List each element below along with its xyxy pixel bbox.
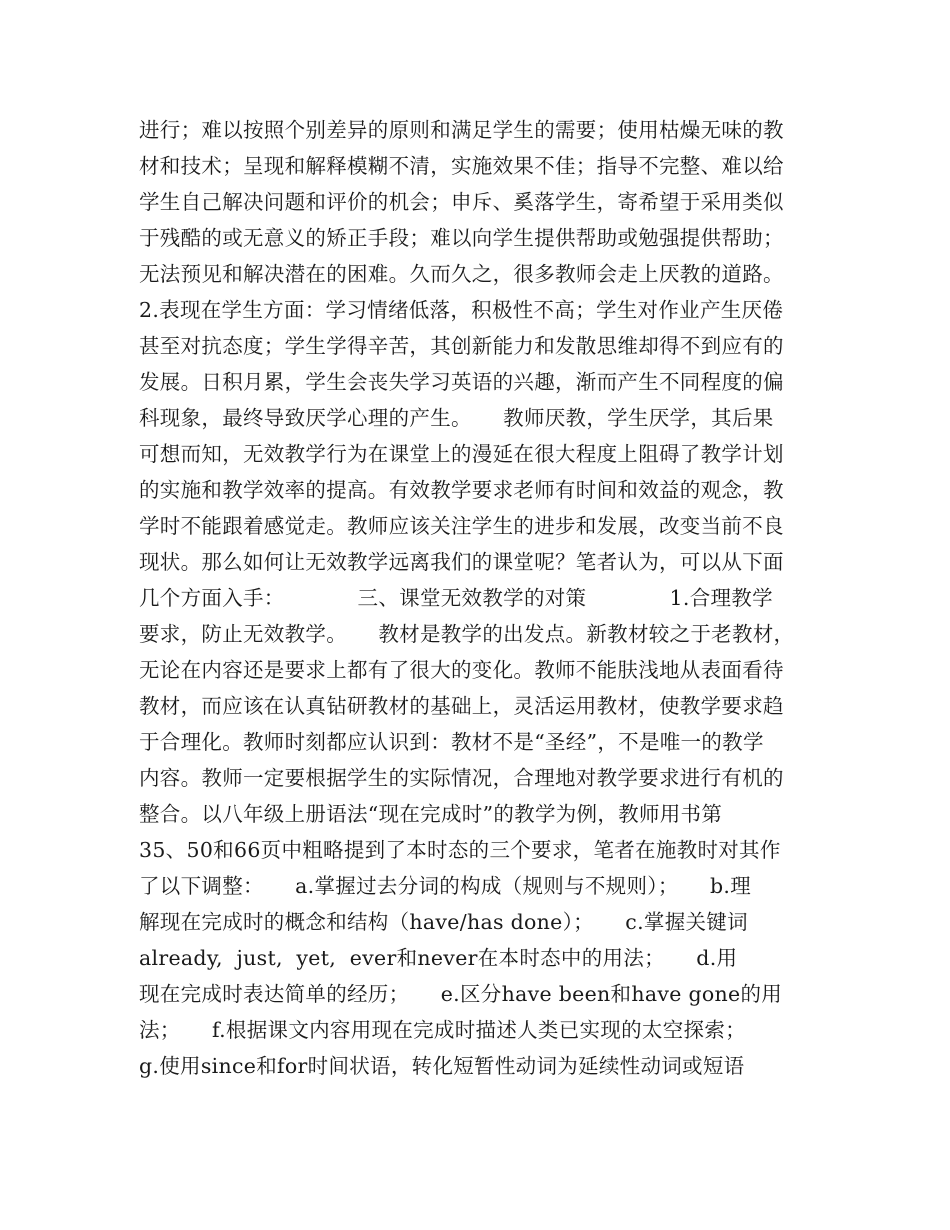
text-line: 学生自己解决问题和评价的机会；申斥、奚落学生，寄希望于采用类似 bbox=[139, 190, 784, 214]
text-line: 法； f.根据课文内容用现在完成时描述人类已实现的太空探索； bbox=[139, 1018, 746, 1042]
text-line: 了以下调整： a.掌握过去分词的构成（规则与不规则）； b.理 bbox=[139, 874, 752, 898]
text-line: 的实施和教学效率的提高。有效教学要求老师有时间和效益的观念，教 bbox=[139, 478, 784, 502]
text-line: 无论在内容还是要求上都有了很大的变化。教师不能肤浅地从表面看待 bbox=[139, 658, 784, 682]
text-line: 无法预见和解决潜在的困难。久而久之，很多教师会走上厌教的道路。 bbox=[139, 262, 784, 286]
text-line: 几个方面入手： 三、课堂无效教学的对策 1.合理教学 bbox=[139, 586, 773, 610]
text-line: 教材，而应该在认真钻研教材的基础上，灵活运用教材，使教学要求趋 bbox=[139, 694, 784, 718]
text-line: 可想而知，无效教学行为在课堂上的漫延在很大程度上阻碍了教学计划 bbox=[139, 442, 784, 466]
text-line: 发展。日积月累，学生会丧失学习英语的兴趣，渐而产生不同程度的偏 bbox=[139, 370, 784, 394]
text-line: 整合。以八年级上册语法“现在完成时”的教学为例，教师用书第 bbox=[139, 802, 723, 826]
text-line: 材和技术；呈现和解释模糊不清，实施效果不佳；指导不完整、难以给 bbox=[139, 154, 784, 178]
text-line: 2.表现在学生方面：学习情绪低落，积极性不高；学生对作业产生厌倦 bbox=[139, 298, 784, 322]
text-line: 进行；难以按照个别差异的原则和满足学生的需要；使用枯燥无味的教 bbox=[139, 118, 784, 142]
text-line: 解现在完成时的概念和结构（have/has done）； c.掌握关键词 bbox=[139, 910, 748, 934]
text-line: 现在完成时表达简单的经历； e.区分have been和have gone的用 bbox=[139, 982, 783, 1006]
text-line: already, just, yet, ever和never在本时态中的用法； d.用 bbox=[139, 946, 738, 970]
body-text bbox=[139, 112, 819, 1084]
text-line: 35、50和66页中粗略提到了本时态的三个要求，笔者在施教时对其作 bbox=[139, 838, 781, 862]
text-line: 要求，防止无效教学。 教材是教学的出发点。新教材较之于老教材， bbox=[139, 622, 795, 646]
text-line: 科现象，最终导致厌学心理的产生。 教师厌教，学生厌学，其后果 bbox=[139, 406, 774, 430]
text-line: g.使用since和for时间状语，转化短暂性动词为延续性动词或短语 bbox=[139, 1054, 745, 1078]
text-line: 内容。教师一定要根据学生的实际情况，合理地对教学要求进行有机的 bbox=[139, 766, 784, 790]
text-line: 学时不能跟着感觉走。教师应该关注学生的进步和发展，改变当前不良 bbox=[139, 514, 784, 538]
text-line: 于合理化。教师时刻都应认识到：教材不是“圣经”，不是唯一的教学 bbox=[139, 730, 764, 754]
text-line: 甚至对抗态度；学生学得辛苦，其创新能力和发散思维却得不到应有的 bbox=[139, 334, 784, 358]
text-line: 于残酷的或无意义的矫正手段；难以向学生提供帮助或勉强提供帮助； bbox=[139, 226, 784, 250]
text-line: 现状。那么如何让无效教学远离我们的课堂呢？笔者认为，可以从下面 bbox=[139, 550, 784, 574]
